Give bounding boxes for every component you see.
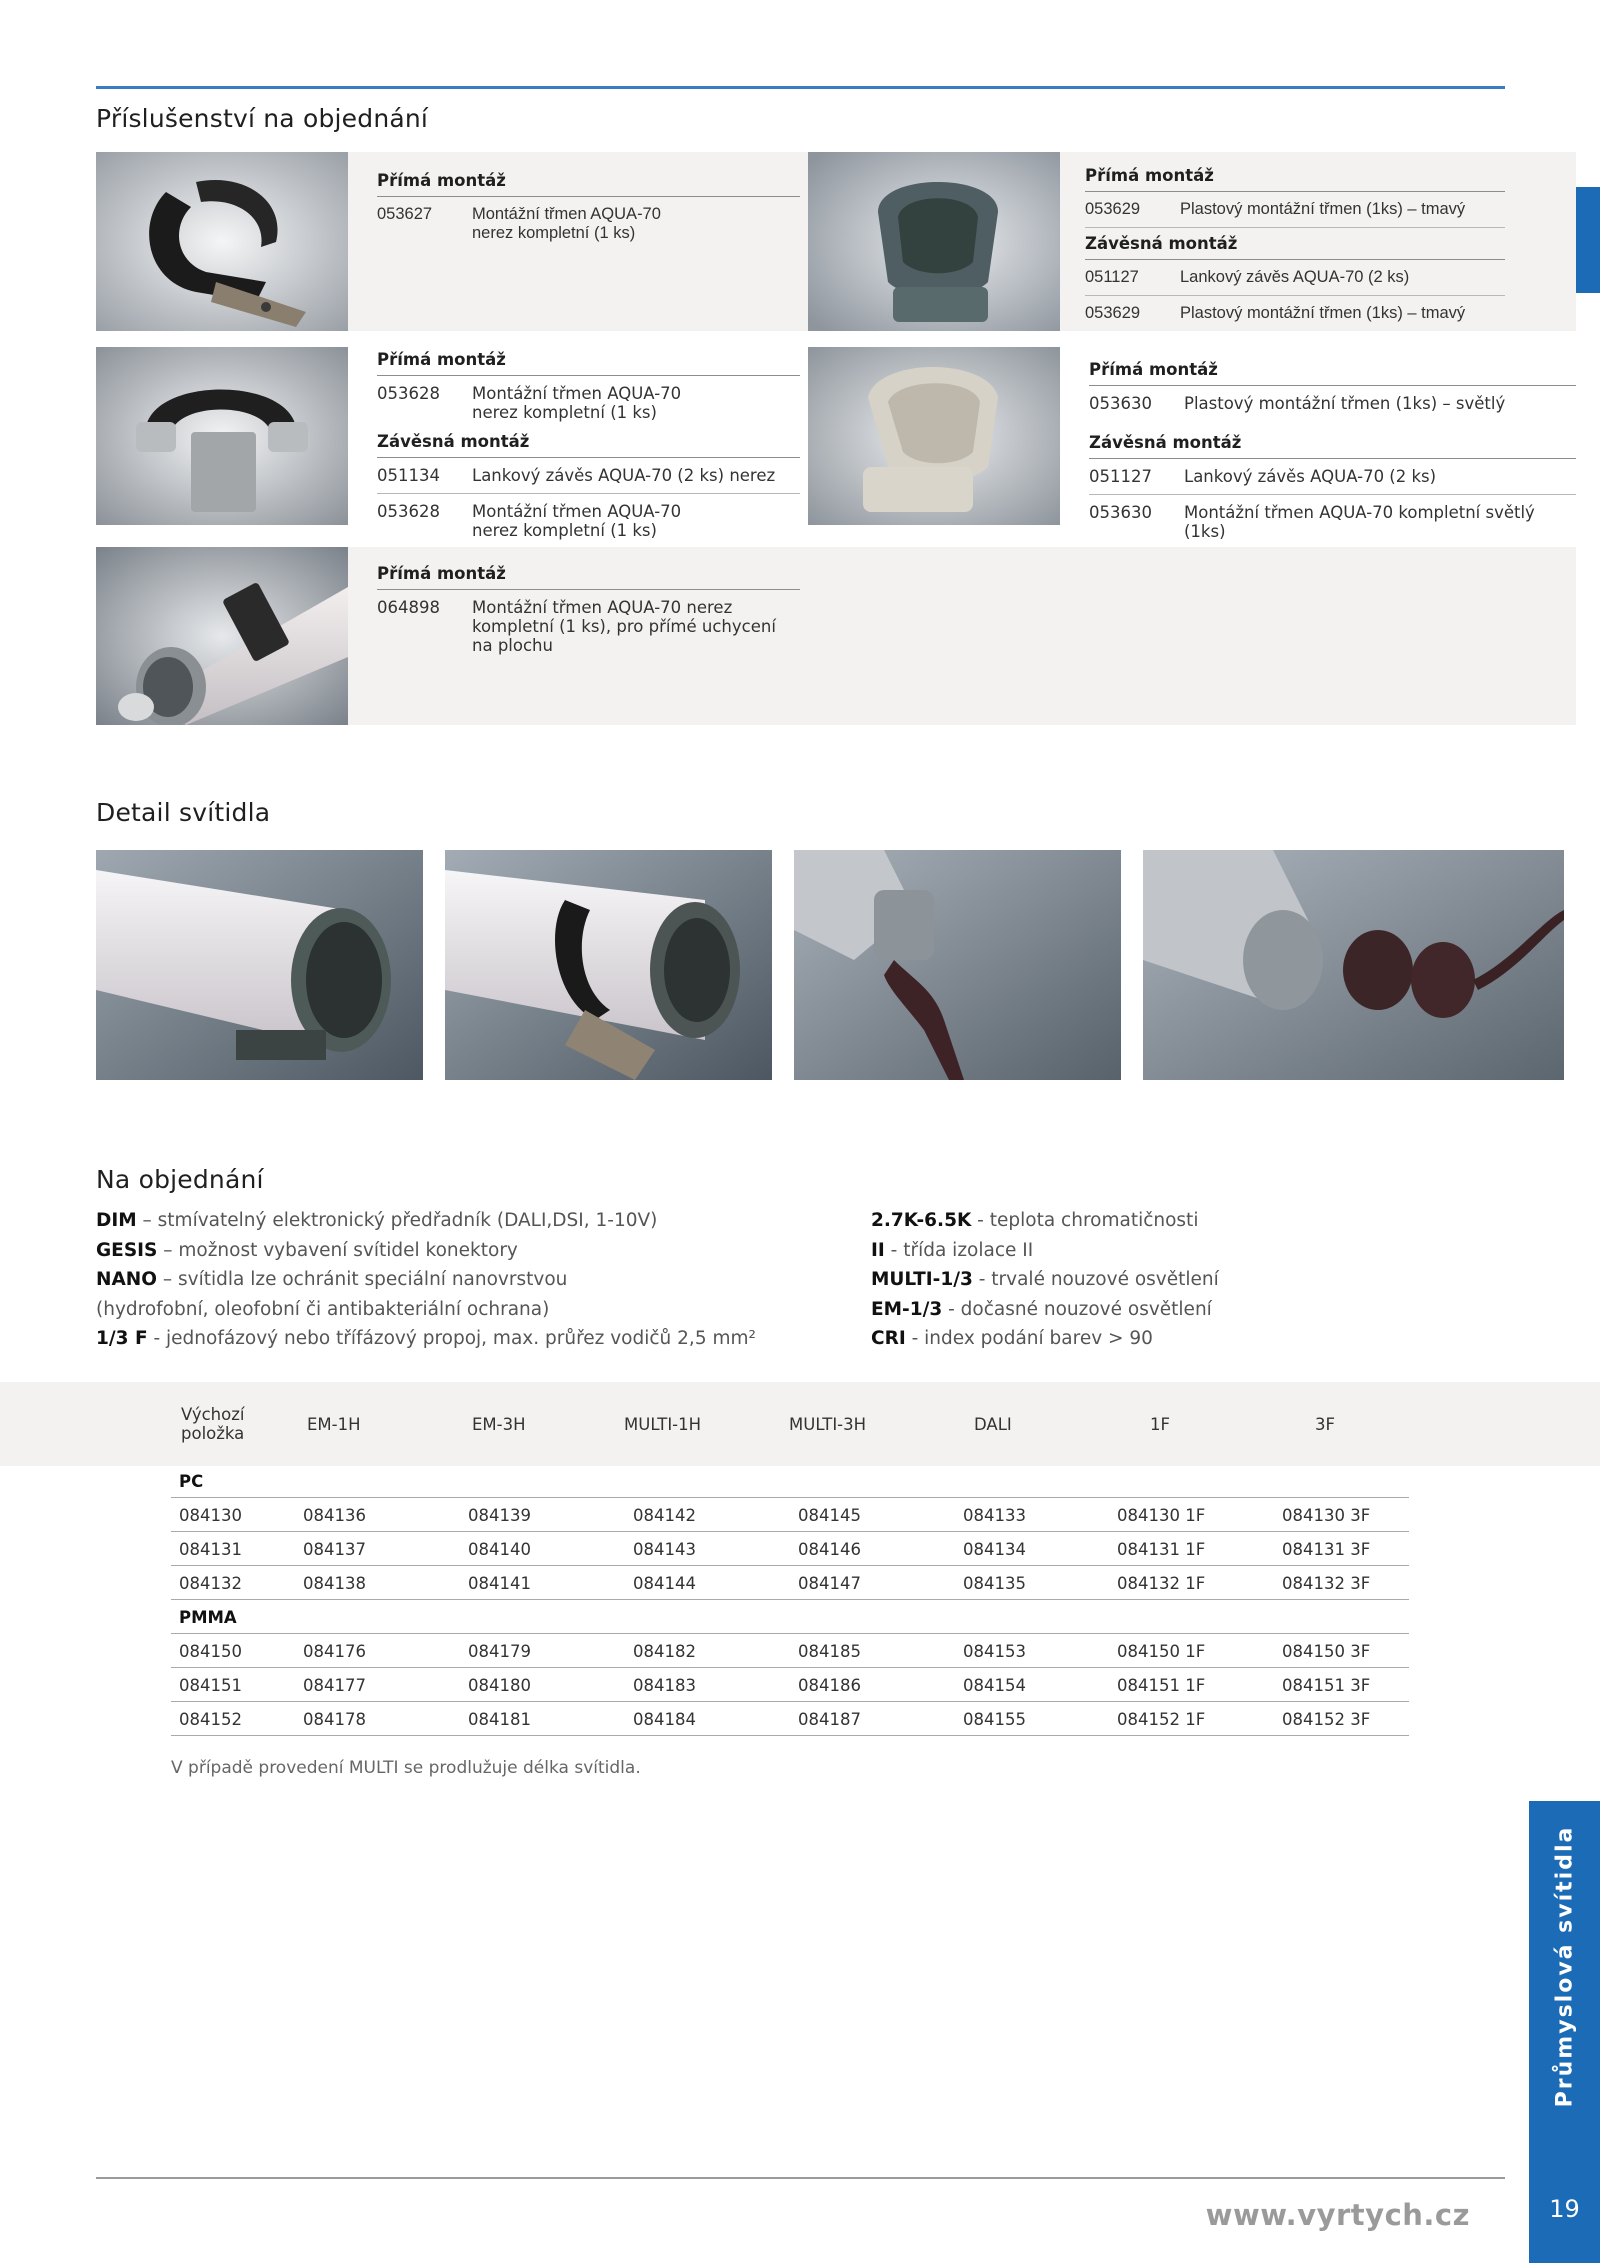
photo-clamp-stainless: [96, 152, 348, 331]
table-cell: 084138: [303, 1574, 366, 1593]
detail-photo-connector: [794, 850, 1121, 1080]
table-cell: 084143: [633, 1540, 696, 1559]
table-header-cell: Výchozí položka: [181, 1405, 245, 1443]
ordering-title: Na objednání: [96, 1165, 264, 1194]
group-heading: Přímá montáž: [1085, 166, 1505, 192]
legend-item: CRI - index podání barev > 90: [871, 1328, 1153, 1349]
table-header-cell: DALI: [974, 1415, 1012, 1434]
table-cell: 084181: [468, 1710, 531, 1729]
accessory-desc: Montážní třmen AQUA-70 nerez kompletní (1 ks): [472, 502, 682, 540]
group-heading: Přímá montáž: [377, 171, 800, 197]
table-cell: 084134: [963, 1540, 1026, 1559]
accessory-block-5: [377, 564, 800, 663]
table-cell: 084151 3F: [1282, 1676, 1371, 1695]
accessory-code: 053628: [377, 384, 440, 403]
table-row: [171, 1634, 1409, 1668]
photo-tube-direct-mount: [96, 547, 348, 725]
table-cell: 084182: [633, 1642, 696, 1661]
detail-photo-plug: [1143, 850, 1564, 1080]
legend-item: MULTI-1/3 - trvalé nouzové osvětlení: [871, 1269, 1219, 1290]
legend-item: 1/3 F - jednofázový nebo třífázový propoj, max. průřez vodičů 2,5 mm²: [96, 1328, 756, 1349]
top-rule: [96, 86, 1505, 89]
table-cell: 084130: [179, 1506, 242, 1525]
photo-clamp-plate: [96, 347, 348, 525]
table-cell: 084145: [798, 1506, 861, 1525]
table-cell: 084137: [303, 1540, 366, 1559]
accessory-desc: Lankový závěs AQUA-70 (2 ks): [1184, 467, 1437, 486]
accessory-row: [1089, 465, 1576, 495]
accessory-desc: Montážní třmen AQUA-70 kompletní světlý (1ks): [1184, 503, 1535, 541]
table-cell: 084147: [798, 1574, 861, 1593]
table-cell: 084132 3F: [1282, 1574, 1371, 1593]
legend-item: 2.7K-6.5K - teplota chromatičnosti: [871, 1210, 1199, 1231]
accessory-code: 053629: [1085, 304, 1141, 322]
table-header-cell: EM-1H: [307, 1415, 361, 1434]
accessory-code: 051127: [1089, 467, 1152, 486]
accessory-row: [377, 203, 800, 251]
table-cell: 084133: [963, 1506, 1026, 1525]
table-cell: 084185: [798, 1642, 861, 1661]
accessory-block-4: [1089, 360, 1576, 549]
table-note: V případě provedení MULTI se prodlužuje délka svítidla.: [171, 1758, 641, 1778]
accessory-row: [1085, 302, 1505, 331]
accessory-row: [377, 500, 800, 548]
group-heading: Závěsná montáž: [1089, 433, 1576, 459]
table-cell: 084131 3F: [1282, 1540, 1371, 1559]
table-cell: 084135: [963, 1574, 1026, 1593]
legend-item: EM-1/3 - dočasné nouzové osvětlení: [871, 1298, 1212, 1320]
table-cell: 084177: [303, 1676, 366, 1695]
accessory-row: [377, 464, 800, 494]
table-cell: 084141: [468, 1574, 531, 1593]
side-category-label: Průmyslová svítidla: [1552, 1825, 1578, 2107]
table-cell: 084146: [798, 1540, 861, 1559]
table-cell: 084152: [179, 1710, 242, 1729]
accessory-block-3: [377, 350, 800, 548]
accessory-desc: Montážní třmen AQUA-70 nerez kompletní (1 ks): [472, 384, 682, 422]
photo-clamp-light: [808, 347, 1060, 525]
table-cell: 084131: [179, 1540, 242, 1559]
page-number: 19: [1549, 2195, 1580, 2223]
table-cell: 084151: [179, 1676, 242, 1695]
group-heading: Přímá montáž: [377, 350, 800, 376]
table-header-cell: 1F: [1150, 1415, 1170, 1434]
table-cell: 084150 1F: [1117, 1642, 1206, 1661]
accessory-block-2: [1085, 166, 1505, 331]
accessory-row: [1089, 392, 1576, 421]
accessory-row: [377, 596, 800, 663]
accessory-code: 051127: [1085, 268, 1139, 286]
table-row: [171, 1702, 1409, 1736]
table-cell: 084142: [633, 1506, 696, 1525]
table-cell: 084130 1F: [1117, 1506, 1206, 1525]
accessory-code: 064898: [377, 598, 440, 617]
legend-item: DIM – stmívatelný elektronický předřadník (DALI,DSI, 1-10V): [96, 1210, 658, 1231]
table-cell: 084154: [963, 1676, 1026, 1695]
accessory-row: [1085, 266, 1505, 296]
table-cell: 084152 1F: [1117, 1710, 1206, 1729]
accessory-desc: Montážní třmen AQUA-70 nerez kompletní (1 ks): [472, 205, 661, 242]
accessory-code: 053630: [1089, 503, 1152, 522]
table-cell: 084187: [798, 1710, 861, 1729]
ordering-legend-right: [871, 1206, 1471, 1354]
table-group-label: PC: [179, 1472, 204, 1491]
photo-clamp-dark: [808, 152, 1060, 331]
detail-title: Detail svítidla: [96, 798, 271, 827]
accessory-desc: Plastový montážní třmen (1ks) – tmavý: [1180, 200, 1466, 218]
detail-photo-end-cap: [96, 850, 423, 1080]
group-heading: Přímá montáž: [377, 564, 800, 590]
legend-item: II - třída izolace II: [871, 1239, 1034, 1261]
table-cell: 084139: [468, 1506, 531, 1525]
table-cell: 084179: [468, 1642, 531, 1661]
table-cell: 084150: [179, 1642, 242, 1661]
table-cell: 084136: [303, 1506, 366, 1525]
website-link[interactable]: www.vyrtych.cz: [1205, 2198, 1470, 2232]
table-cell: 084131 1F: [1117, 1540, 1206, 1559]
group-heading: Přímá montáž: [1089, 360, 1576, 386]
table-cell: 084151 1F: [1117, 1676, 1206, 1695]
table-cell: 084184: [633, 1710, 696, 1729]
group-heading: Závěsná montáž: [377, 432, 800, 458]
group-heading: Závěsná montáž: [1085, 234, 1505, 260]
table-row: [171, 1498, 1409, 1532]
legend-item: GESIS – možnost vybavení svítidel konektory: [96, 1239, 518, 1261]
accessory-desc: Plastový montážní třmen (1ks) – světlý: [1184, 394, 1506, 413]
accessory-code: 053627: [377, 205, 433, 223]
table-header-cell: MULTI-3H: [789, 1415, 867, 1434]
table-cell: 084132: [179, 1574, 242, 1593]
accessory-row: [1085, 198, 1505, 228]
accessory-desc: Lankový závěs AQUA-70 (2 ks): [1180, 268, 1410, 286]
table-cell: 084183: [633, 1676, 696, 1695]
accessory-code: 051134: [377, 466, 440, 485]
table-row: [171, 1566, 1409, 1600]
table-cell: 084155: [963, 1710, 1026, 1729]
table-cell: 084186: [798, 1676, 861, 1695]
table-cell: 084178: [303, 1710, 366, 1729]
table-cell: 084130 3F: [1282, 1506, 1371, 1525]
table-cell: 084144: [633, 1574, 696, 1593]
accessory-code: 053630: [1089, 394, 1152, 413]
ordering-legend-left: [96, 1206, 856, 1354]
table-cell: 084150 3F: [1282, 1642, 1371, 1661]
table-header-cell: EM-3H: [472, 1415, 526, 1434]
table-cell: 084153: [963, 1642, 1026, 1661]
accessory-desc: Plastový montážní třmen (1ks) – tmavý: [1180, 304, 1466, 322]
table-cell: 084152 3F: [1282, 1710, 1371, 1729]
legend-item: NANO – svítidla lze ochránit speciální nanovrstvou: [96, 1269, 568, 1290]
legend-item: (hydrofobní, oleofobní či antibakteriální ochrana): [96, 1298, 550, 1320]
bottom-rule: [96, 2177, 1505, 2179]
accessory-row: [377, 382, 800, 430]
table-cell: 084180: [468, 1676, 531, 1695]
accessory-code: 053628: [377, 502, 440, 521]
accessory-desc: Lankový závěs AQUA-70 (2 ks) nerez: [472, 466, 776, 485]
table-group-row: [171, 1600, 1409, 1634]
accessories-title: Příslušenství na objednání: [96, 104, 429, 133]
table-header-cell: MULTI-1H: [624, 1415, 702, 1434]
table-header-cell: 3F: [1315, 1415, 1335, 1434]
accessory-code: 053629: [1085, 200, 1141, 218]
detail-photo-clamp: [445, 850, 772, 1080]
table-cell: 084140: [468, 1540, 531, 1559]
accessory-row: [1089, 501, 1576, 549]
table-group-label: PMMA: [179, 1608, 237, 1627]
accessory-block-1: [377, 171, 800, 251]
table-row: [171, 1668, 1409, 1702]
table-row: [171, 1532, 1409, 1566]
table-group-row: [171, 1464, 1409, 1498]
table-cell: 084132 1F: [1117, 1574, 1206, 1593]
accessory-desc: Montážní třmen AQUA-70 nerez kompletní (1 ks), pro přímé uchycení na plochu: [472, 598, 776, 655]
table-cell: 084176: [303, 1642, 366, 1661]
